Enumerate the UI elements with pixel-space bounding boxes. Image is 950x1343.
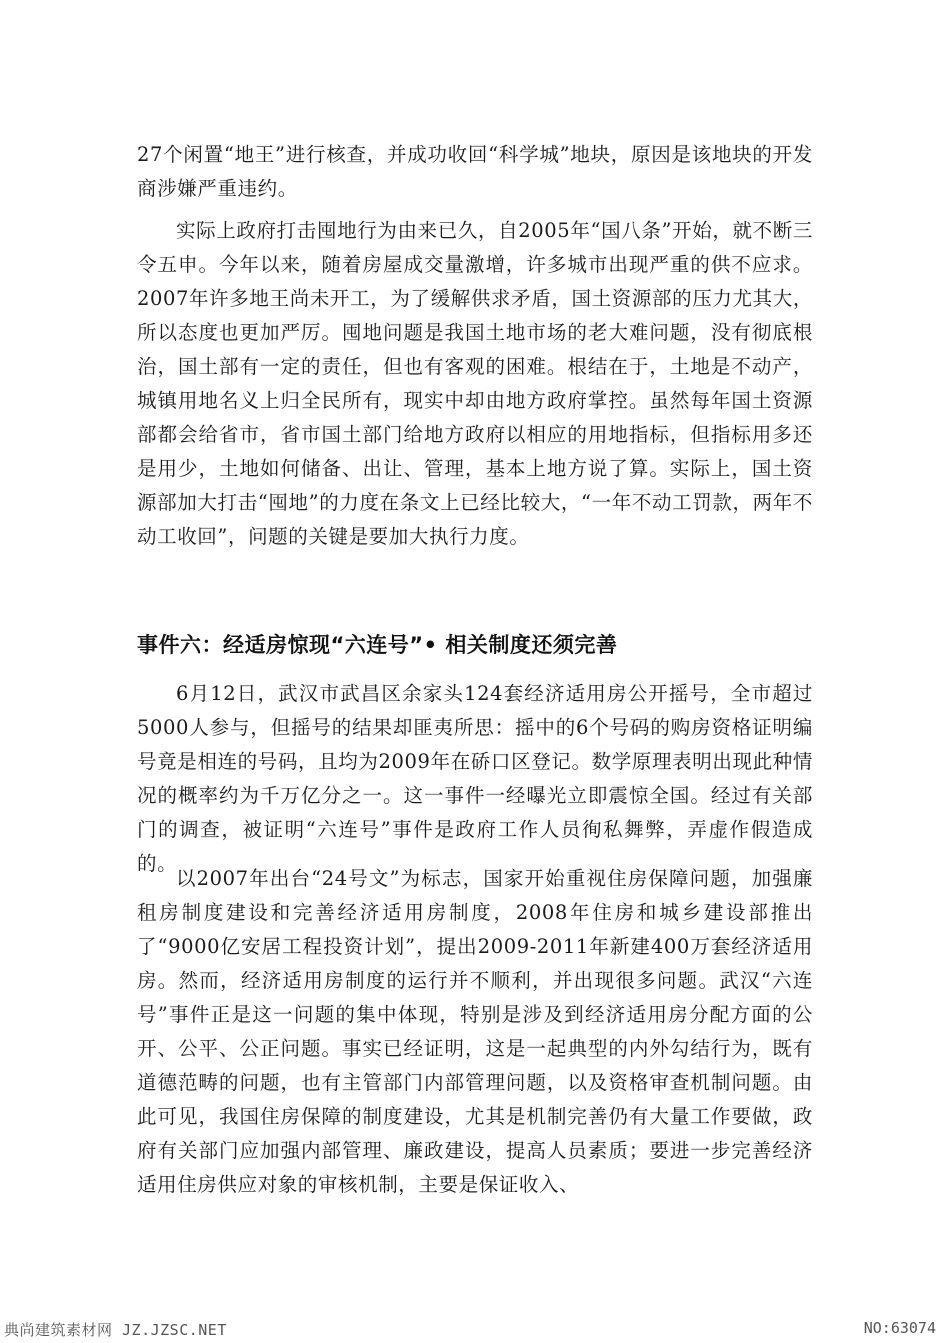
paragraph-housing-policy: 以2007年出台“24号文”为标志，国家开始重视住房保障问题，加强廉租房制度建设和完善经济适用房制度，2008年住房和城乡建设部推出了“9000亿安居工程投资计划”，提出2009-2011年新建400万套经济适用房。然而，经济适用房制度的运行并不顺利，并出现很多问题。武汉“六连号”事件正是这一问题的集中体现，特别是涉及到经济适用房分配方面的公开、公平、公正问题。事实已经证明，这是一起典型的内外勾结行为，既有道德范畴的问题，也有主管部门内部管理问题，以及资格审查机制问题。由此可见，我国住房保障的制度建设，尤其是机制完善仍有大量工作要做，政府有关部门应加强内部管理、廉政建设，提高人员素质；要进一步完善经济适用住房供应对象的审核机制，主要是保证收入、 (137, 867, 813, 1196)
paragraph-wuhan-lottery: 6月12日，武汉市武昌区余家头124套经济适用房公开摇号，全市超过5000人参与，但摇号的结果却匪夷所思：摇中的6个号码的购房资格证明编号竟是相连的号码，且均为2009年在硚口区登记。数学原理表明出现此种情况的概率约为千万亿分之一。这一事件一经曝光立即震惊全国。经过有关部门的调查，被证明“六连号”事件是政府工作人员徇私舞弊，弄虚作假造成的。 (137, 682, 813, 875)
paragraph-continuation: 27个闲置“地王”进行核查，并成功收回“科学城”地块，原因是该地块的开发商涉嫌严重违约。 (137, 143, 813, 200)
footer-document-number: NO:63074 (863, 1319, 936, 1337)
paragraph-land-hoarding: 实际上政府打击囤地行为由来已久，自2005年“国八条”开始，就不断三令五申。今年以来，随着房屋成交量激增，许多城市出现严重的供不应求。2007年许多地王尚未开工，为了缓解供求矛盾，国土资源部的压力尤其大，所以态度也更加严厉。囤地问题是我国土地市场的老大难问题，没有彻底根治，国土部有一定的责任，但也有客观的困难。根结在于，土地是不动产，城镇用地名义上归全民所有，现实中却由地方政府掌控。虽然每年国土资源部都会给省市，省市国土部门给地方政府以相应的用地指标，但指标用多还是用少，土地如何储备、出让、管理，基本上地方说了算。实际上，国土资源部加大打击“囤地”的力度在条文上已经比较大，“一年不动工罚款，两年不动工收回”，问题的关键是要加大执行力度。 (137, 219, 813, 548)
section-heading-event-six: 事件六：经适房惊现“六连号”• 相关制度还须完善 (137, 633, 618, 657)
footer-watermark-site: 典尚建筑素材网 JZ.JZSC.NET (4, 1321, 227, 1339)
